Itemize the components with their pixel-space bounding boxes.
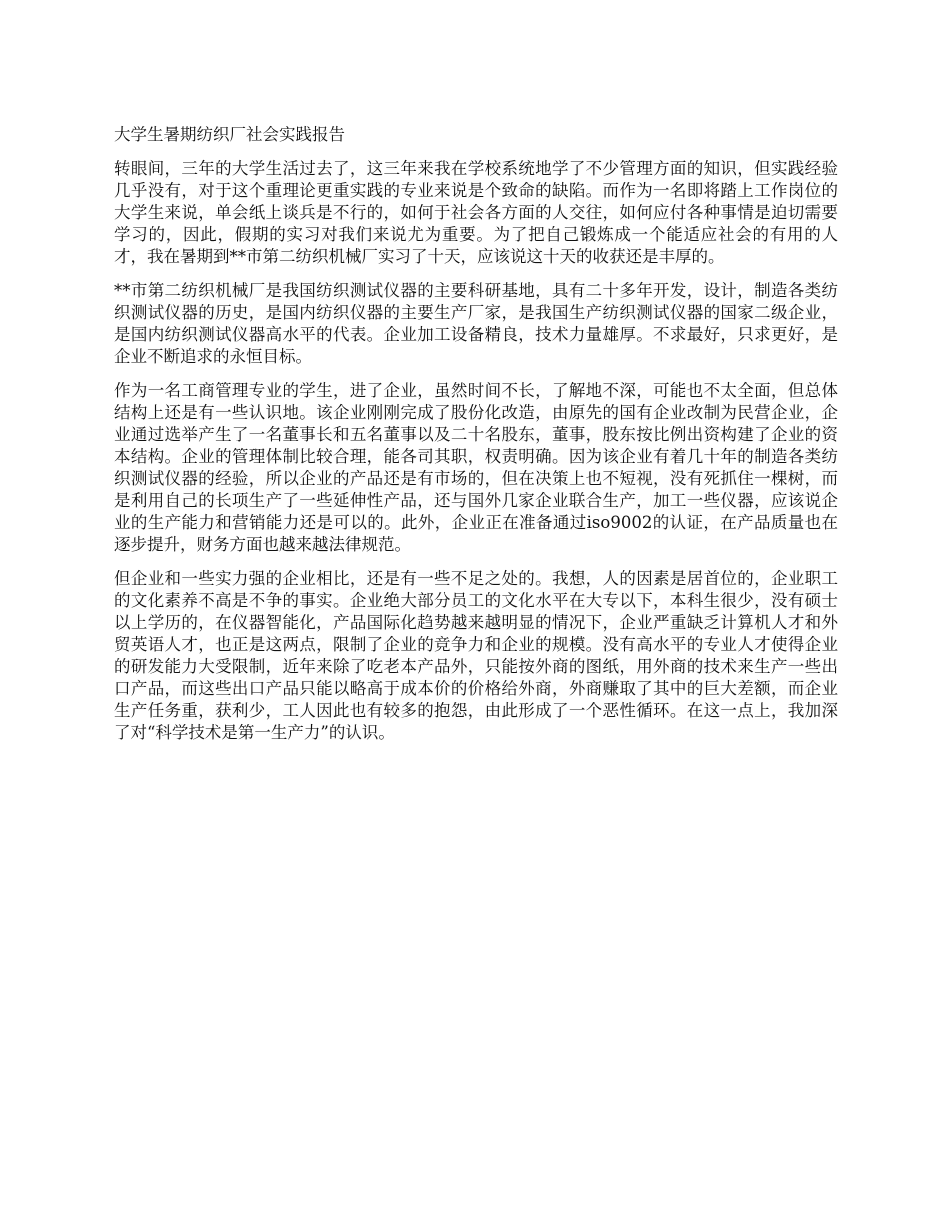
document-title: 大学生暑期纺织厂社会实践报告 bbox=[114, 125, 345, 144]
paragraph-4: 但企业和一些实力强的企业相比，还是有一些不足之处的。我想，人的因素是居首位的，企业职工的文化素养不高是不争的事实。企业绝大部分员工的文化水平在大专以下，本科生很少，没有硕士以上学历的，在仪器智能化，产品国际化趋势越来越明显的情况下，企业严重缺乏计算机人才和外贸英语人才，也正是这两点，限制了企业的竞争力和企业的规模。没有高水平的专业人才使得企业的研发能力大受限制，近年来除了吃老本产品外，只能按外商的图纸，用外商的技术来生产一些出口产品，而这些出口产品只能以略高于成本价的价格给外商，外商赚取了其中的巨大差额，而企业生产任务重，获利少，工人因此也有较多的抱怨，由此形成了一个恶性循环。在这一点上，我加深了对“科学技术是第一生产力”的认识。 bbox=[114, 569, 838, 742]
document-page bbox=[114, 124, 838, 756]
paragraph-3: 作为一名工商管理专业的学生，进了企业，虽然时间不长，了解地不深，可能也不太全面，但总体结构上还是有一些认识地。该企业刚刚完成了股份化改造，由原先的国有企业改制为民营企业，企业通过选举产生了一名董事长和五名董事以及二十名股东，董事，股东按比例出资构建了企业的资本结构。企业的管理体制比较合理，能各司其职，权责明确。因为该企业有着几十年的制造各类纺织测试仪器的经验，所以企业的产品还是有市场的，但在决策上也不短视，没有死抓住一棵树，而是利用自己的长项生产了一些延伸性产品，还与国外几家企业联合生产，加工一些仪器，应该说企业的生产能力和营销能力还是可以的。此外，企业正在准备通过iso9002的认证，在产品质量也在逐步提升，财务方面也越来越法律规范。 bbox=[114, 381, 838, 554]
paragraph-2: **市第二纺织机械厂是我国纺织测试仪器的主要科研基地，具有二十多年开发，设计，制造各类纺织测试仪器的历史，是国内纺织仪器的主要生产厂家，是我国生产纺织测试仪器的国家二级企业，是国内纺织测试仪器高水平的代表。企业加工设备精良，技术力量雄厚。不求最好，只求更好，是企业不断追求的永恒目标。 bbox=[114, 281, 838, 366]
paragraph-1: 转眼间，三年的大学生活过去了，这三年来我在学校系统地学了不少管理方面的知识，但实践经验几乎没有，对于这个重理论更重实践的专业来说是个致命的缺陷。而作为一名即将踏上工作岗位的大学生来说，单会纸上谈兵是不行的，如何于社会各方面的人交往，如何应付各种事情是迫切需要学习的，因此，假期的实习对我们来说尤为重要。为了把自己锻炼成一个能适应社会的有用的人才，我在暑期到**市第二纺织机械厂实习了十天，应该说这十天的收获还是丰厚的。 bbox=[114, 159, 838, 266]
